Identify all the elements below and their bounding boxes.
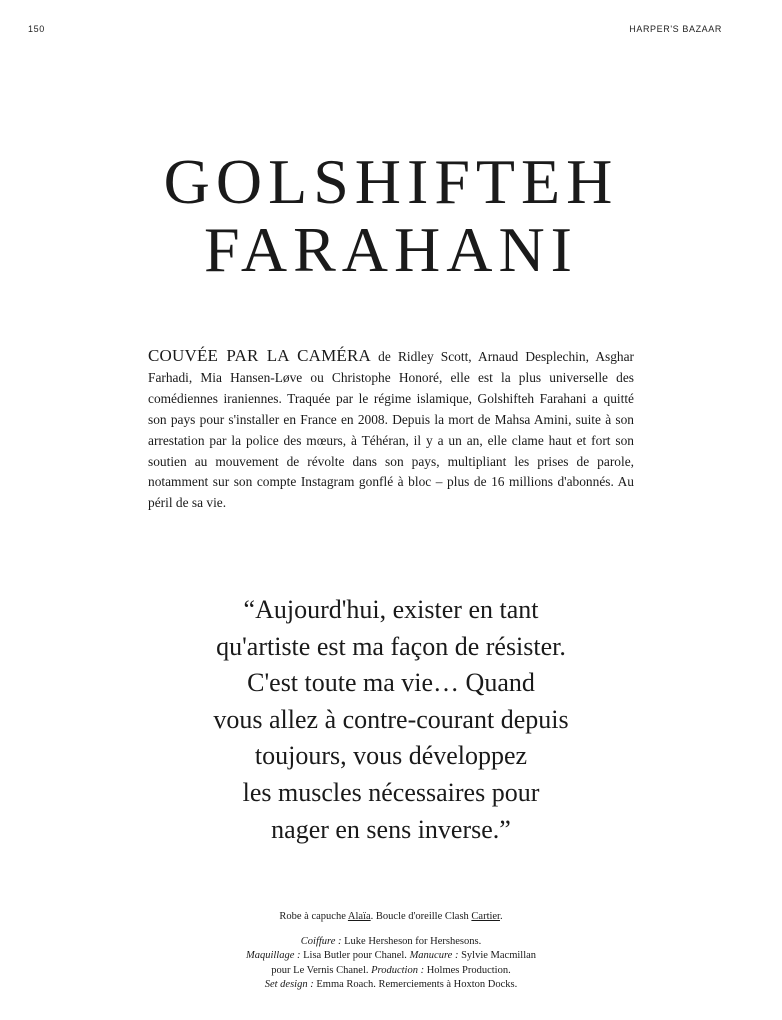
title-line-1: GOLSHIFTEH [163, 146, 619, 217]
photo-credits [0, 910, 782, 993]
brand-link-alaia[interactable]: Alaïa [347, 911, 371, 922]
production-label: Production : [371, 964, 425, 976]
manicure-label: Manucure : [409, 950, 459, 961]
production-credit [0, 964, 782, 979]
set-design-label: Set design : [264, 979, 314, 990]
set-design-value: Emma Roach. Remerciements à Hoxton Docks. [313, 979, 518, 990]
production-value: Holmes Production. [424, 964, 511, 976]
quote-line: C'est toute ma vie… Quand [247, 668, 535, 698]
hair-label: Coiffure : [300, 935, 342, 947]
page-number: 150 [28, 24, 45, 34]
outfit-credit [0, 910, 782, 925]
title-line-2: FARAHANI [204, 214, 578, 285]
pull-quote [0, 592, 782, 848]
outfit-middle: . Boucle d'oreille Clash [370, 911, 472, 922]
hair-value: Luke Hersheson for Hershesons. [341, 935, 482, 947]
quote-line: toujours, vous développez [254, 741, 528, 771]
manicure-value: Sylvie Macmillan [458, 950, 537, 961]
manicure-value-cont: pour Le Vernis Chanel. [271, 964, 372, 976]
brand-link-cartier[interactable]: Cartier [471, 911, 500, 922]
quote-line: vous allez à contre-courant depuis [213, 704, 569, 734]
outfit-prefix: Robe à capuche [279, 911, 348, 922]
quote-line: qu'artiste est ma façon de résister. [216, 631, 566, 661]
intro-paragraph [148, 346, 634, 514]
set-design-credit [0, 978, 782, 993]
quote-line: “Aujourd'hui, exister en tant [243, 595, 539, 624]
article-title [0, 148, 782, 284]
intro-body: de Ridley Scott, Arnaud Desplechin, Asghar Farhadi, Mia Hansen-Løve ou Christophe Honoré, elle est la plus universelle des comédiennes iraniennes. Traquée par le régime islamique, Golshifteh Farahani a quitté son pays pour s'installer en France en 2008. Depuis la mort de Mahsa Amini, suite à son arrestation par la police des mœurs, à Téhéran, il y a un an, elle clame haut et fort son soutien au mouvement de révolte dans son pays, multipliant les prises de parole, notamment sur son compte Instagram gonflé à bloc – plus de 16 millions d'abonnés. Au péril de sa vie. [148, 349, 635, 511]
quote-line: nager en sens inverse.” [271, 814, 511, 844]
quote-line: les muscles nécessaires pour [242, 777, 540, 807]
makeup-credit [0, 949, 782, 964]
hair-credit [0, 935, 782, 950]
intro-lead: COUVÉE PAR LA CAMÉRA [148, 346, 372, 365]
outfit-suffix: . [499, 911, 503, 922]
makeup-label: Maquillage : [245, 950, 301, 961]
magazine-name: HARPER'S BAZAAR [629, 24, 722, 34]
page-header [28, 24, 722, 38]
makeup-value: Lisa Butler pour Chanel. [300, 950, 410, 961]
